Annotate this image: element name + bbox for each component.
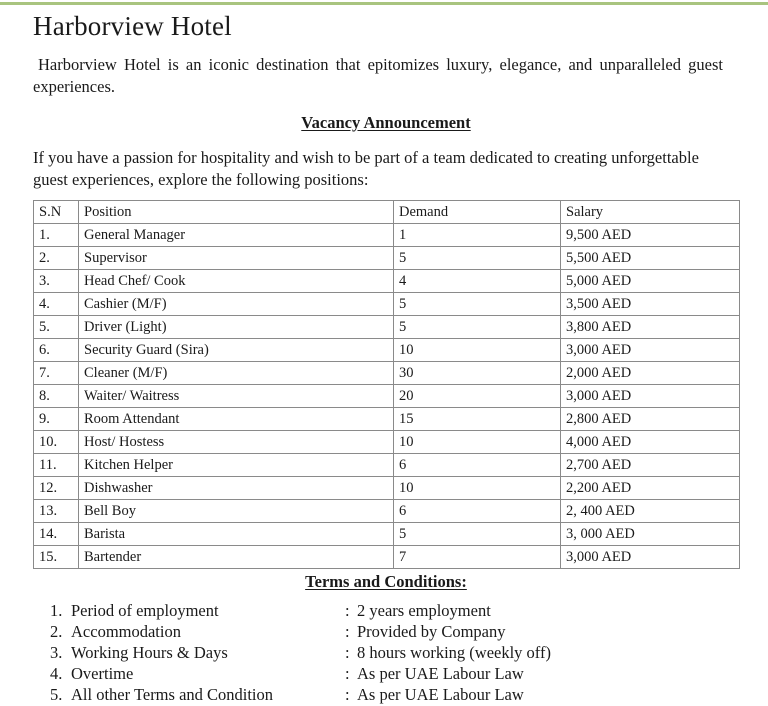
cell-salary: 3,800 AED (561, 316, 740, 339)
terms-list-item (33, 664, 739, 685)
terms-item-label: Accommodation (71, 622, 181, 642)
cell-sn: 11. (34, 454, 79, 477)
cell-sn: 2. (34, 247, 79, 270)
cell-demand: 5 (394, 247, 561, 270)
cell-salary: 2, 400 AED (561, 500, 740, 523)
table-row (34, 523, 740, 546)
cell-demand: 4 (394, 270, 561, 293)
cell-demand: 1 (394, 224, 561, 247)
table-row (34, 546, 740, 569)
terms-item-number: 4. (50, 664, 63, 684)
cell-demand: 6 (394, 454, 561, 477)
terms-item-label: Period of employment (71, 601, 219, 621)
cell-salary: 5,000 AED (561, 270, 740, 293)
intro-paragraph: Harborview Hotel is an iconic destination that epitomizes luxury, elegance, and unparalleled guest experiences. (33, 55, 723, 97)
table-row (34, 408, 740, 431)
column-header-sn: S.N (34, 201, 79, 224)
table-row (34, 362, 740, 385)
cell-position: Room Attendant (79, 408, 394, 431)
terms-item-number: 3. (50, 643, 63, 663)
cell-position: Driver (Light) (79, 316, 394, 339)
cell-demand: 6 (394, 500, 561, 523)
table-row (34, 316, 740, 339)
table-row (34, 500, 740, 523)
terms-item-label: Working Hours & Days (71, 643, 228, 663)
cell-demand: 15 (394, 408, 561, 431)
cell-position: Waiter/ Waitress (79, 385, 394, 408)
cell-sn: 14. (34, 523, 79, 546)
cell-salary: 4,000 AED (561, 431, 740, 454)
terms-item-value: As per UAE Labour Law (357, 685, 524, 705)
table-row (34, 270, 740, 293)
cell-demand: 10 (394, 431, 561, 454)
cell-demand: 10 (394, 339, 561, 362)
cell-position: Bartender (79, 546, 394, 569)
terms-item-value: As per UAE Labour Law (357, 664, 524, 684)
terms-and-conditions-heading-text: Terms and Conditions: (305, 572, 467, 592)
cell-position: Barista (79, 523, 394, 546)
column-header-demand: Demand (394, 201, 561, 224)
table-row (34, 385, 740, 408)
terms-item-label: Overtime (71, 664, 134, 684)
cell-position: Host/ Hostess (79, 431, 394, 454)
vacancy-announcement-heading-text: Vacancy Announcement (301, 112, 471, 132)
cell-sn: 4. (34, 293, 79, 316)
terms-list-item (33, 622, 739, 643)
cell-salary: 3, 000 AED (561, 523, 740, 546)
terms-list (33, 601, 739, 706)
table-header-row (34, 201, 740, 224)
cell-position: Supervisor (79, 247, 394, 270)
cell-sn: 5. (34, 316, 79, 339)
cell-sn: 1. (34, 224, 79, 247)
terms-item-value: 2 years employment (357, 601, 491, 621)
cell-sn: 8. (34, 385, 79, 408)
terms-item-colon: : (345, 685, 350, 705)
terms-item-value: 8 hours working (weekly off) (357, 643, 551, 663)
table-row (34, 477, 740, 500)
table-row (34, 247, 740, 270)
vacancy-table (33, 200, 740, 569)
cell-position: Head Chef/ Cook (79, 270, 394, 293)
terms-item-colon: : (345, 664, 350, 684)
cell-sn: 13. (34, 500, 79, 523)
document-content (33, 11, 739, 706)
cell-sn: 6. (34, 339, 79, 362)
top-green-rule (0, 2, 768, 5)
cell-position: Security Guard (Sira) (79, 339, 394, 362)
column-header-position: Position (79, 201, 394, 224)
cell-salary: 2,000 AED (561, 362, 740, 385)
cell-demand: 5 (394, 316, 561, 339)
terms-item-colon: : (345, 622, 350, 642)
table-row (34, 293, 740, 316)
cell-position: Cashier (M/F) (79, 293, 394, 316)
cell-salary: 9,500 AED (561, 224, 740, 247)
cell-sn: 10. (34, 431, 79, 454)
cell-demand: 30 (394, 362, 561, 385)
column-header-salary: Salary (561, 201, 740, 224)
cell-demand: 5 (394, 293, 561, 316)
table-row (34, 339, 740, 362)
cell-demand: 20 (394, 385, 561, 408)
terms-item-number: 1. (50, 601, 63, 621)
cell-salary: 3,000 AED (561, 339, 740, 362)
cell-salary: 3,000 AED (561, 546, 740, 569)
cell-salary: 2,700 AED (561, 454, 740, 477)
cell-salary: 2,800 AED (561, 408, 740, 431)
terms-list-item (33, 643, 739, 664)
cell-position: Dishwasher (79, 477, 394, 500)
cell-demand: 10 (394, 477, 561, 500)
cell-position: General Manager (79, 224, 394, 247)
cell-salary: 3,500 AED (561, 293, 740, 316)
cell-position: Bell Boy (79, 500, 394, 523)
terms-item-number: 5. (50, 685, 63, 705)
lead-paragraph: If you have a passion for hospitality and wish to be part of a team dedicated to creating unforgettable guest experiences, explore the following positions: (33, 147, 699, 190)
cell-sn: 15. (34, 546, 79, 569)
terms-item-label: All other Terms and Condition (71, 685, 274, 705)
cell-salary: 2,200 AED (561, 477, 740, 500)
table-row (34, 454, 740, 477)
terms-item-colon: : (345, 643, 350, 663)
terms-item-colon: : (345, 601, 350, 621)
cell-demand: 5 (394, 523, 561, 546)
cell-salary: 5,500 AED (561, 247, 740, 270)
terms-item-value: Provided by Company (357, 622, 506, 642)
cell-salary: 3,000 AED (561, 385, 740, 408)
terms-item-number: 2. (50, 622, 63, 642)
table-row (34, 224, 740, 247)
vacancy-announcement-heading (33, 113, 739, 133)
cell-demand: 7 (394, 546, 561, 569)
terms-and-conditions-heading (33, 572, 739, 592)
cell-sn: 9. (34, 408, 79, 431)
vacancy-table-body (34, 224, 740, 569)
terms-list-item (33, 601, 739, 622)
cell-position: Kitchen Helper (79, 454, 394, 477)
cell-sn: 3. (34, 270, 79, 293)
cell-sn: 12. (34, 477, 79, 500)
table-row (34, 431, 740, 454)
page-title: Harborview Hotel (33, 11, 232, 41)
cell-sn: 7. (34, 362, 79, 385)
cell-position: Cleaner (M/F) (79, 362, 394, 385)
terms-list-item (33, 685, 739, 706)
